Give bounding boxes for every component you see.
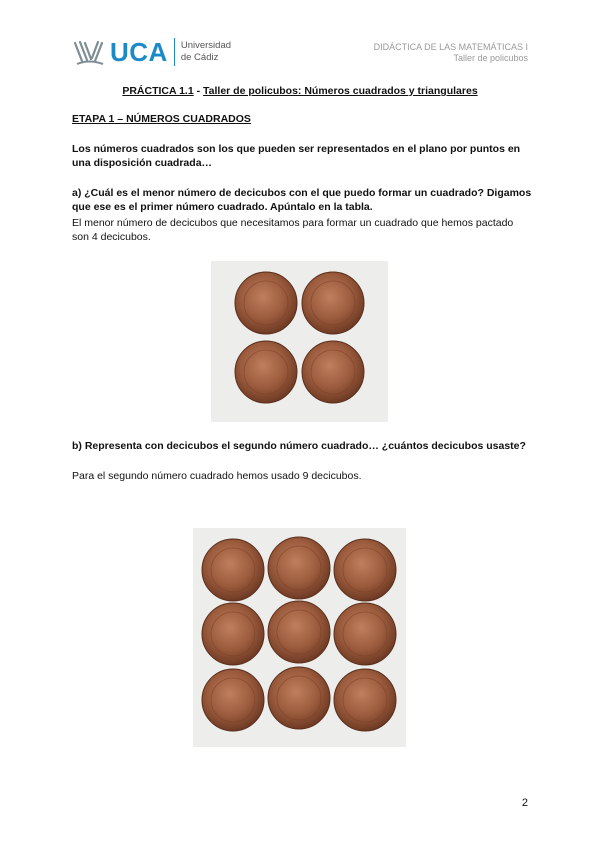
brand-name: UCA	[110, 36, 168, 67]
question-b: b) Representa con decicubos el segundo número cuadrado… ¿cuántos decicubos usaste?	[72, 440, 526, 452]
answer-b: Para el segundo número cuadrado hemos usado 9 decicubos.	[72, 470, 362, 482]
practice-title	[0, 85, 600, 97]
course-name: DIDÁCTICA DE LAS MATEMÁTICAS I	[373, 42, 528, 52]
stage-heading: ETAPA 1 – NÚMEROS CUADRADOS	[72, 113, 251, 125]
intro-paragraph: Los números cuadrados son los que pueden ser representados en el plano por puntos en una disposición cuadrada…	[72, 143, 521, 169]
photo-nine-coins	[193, 528, 406, 747]
uca-logo	[72, 36, 231, 68]
course-subtitle: Taller de policubos	[453, 53, 528, 63]
coin-grid-3x3	[202, 537, 396, 731]
university-line-1: Universidad	[180, 40, 232, 51]
practice-title-prefix: PRÁCTICA 1.1	[122, 85, 194, 97]
practice-title-rest: Taller de policubos: Números cuadrados y triangulares	[203, 85, 478, 97]
university-line-2: de Cádiz	[180, 52, 219, 63]
question-a: a) ¿Cuál es el menor número de decicubos con el que puedo formar un cuadrado? Digamos que ese es el primer número cuadrado. Apúntalo en la tabla.	[72, 187, 532, 213]
uca-emblem-icon	[72, 37, 106, 67]
course-header	[374, 42, 528, 64]
answer-a: El menor número de decicubos que necesitamos para formar un cuadrado que hemos pactado son 4 decicubos.	[72, 217, 514, 243]
university-name	[181, 40, 231, 64]
photo-four-coins	[211, 261, 388, 422]
logo-separator	[174, 38, 175, 66]
practice-title-separator: -	[193, 85, 204, 97]
page-number: 2	[521, 797, 528, 809]
